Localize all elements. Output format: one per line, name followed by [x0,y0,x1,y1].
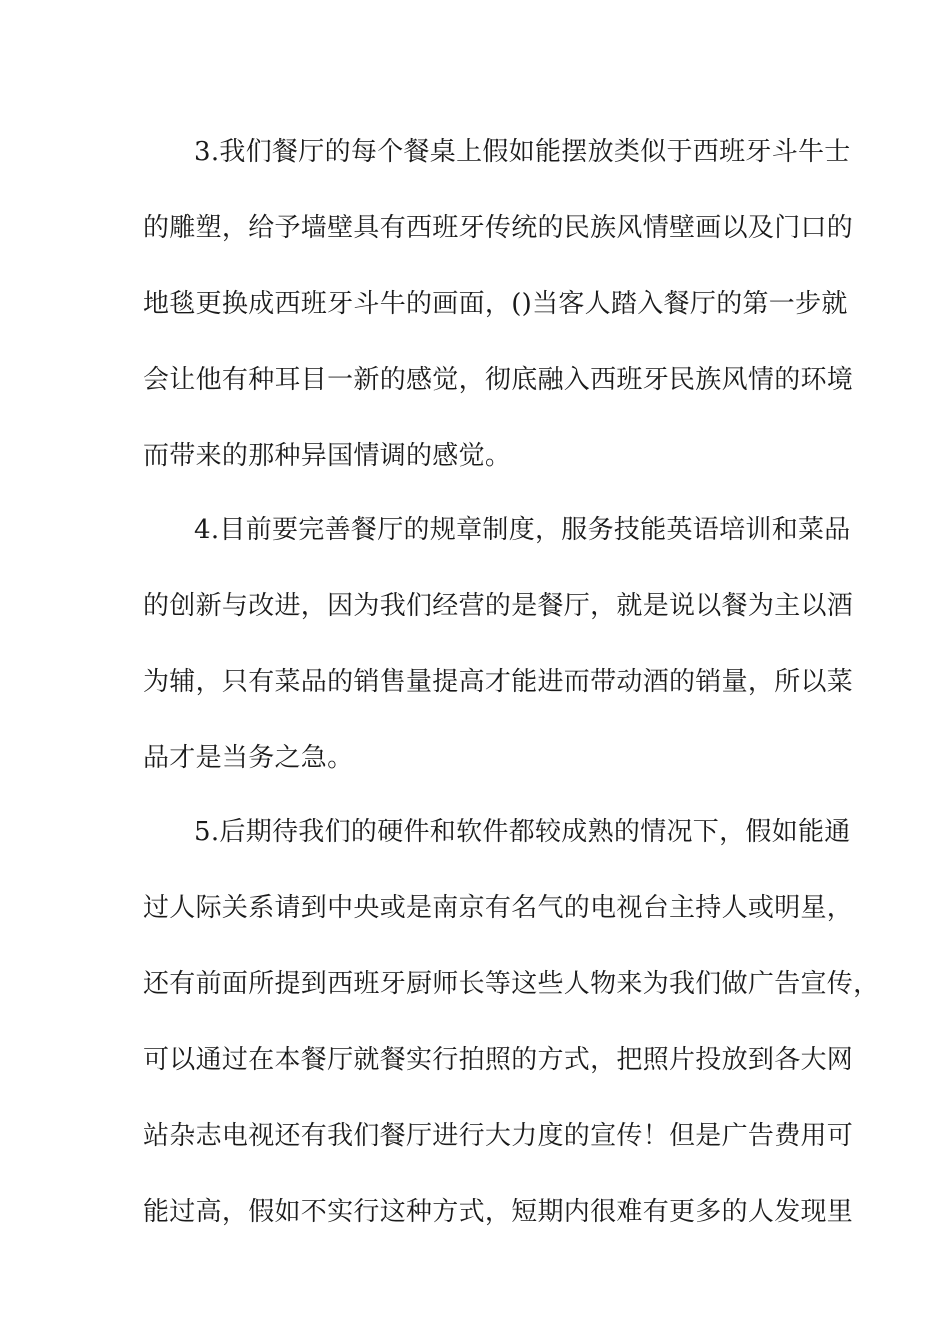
paragraph-3-line-4: 会让他有种耳目一新的感觉，彻底融入西班牙民族风情的环境 [143,365,854,395]
paragraph-5-line-5: 站杂志电视还有我们餐厅进行大力度的宣传！但是广告费用可 [143,1121,854,1151]
paragraph-3-line-1: 3.我们餐厅的每个餐桌上假如能摆放类似于西班牙斗牛士 [194,137,851,167]
paragraph-5-line-3: 还有前面所提到西班牙厨师长等这些人物来为我们做广告宣传， [143,969,880,999]
paragraph-5-line-6: 能过高，假如不实行这种方式，短期内很难有更多的人发现里 [143,1197,854,1227]
paragraph-4-line-2: 的创新与改进，因为我们经营的是餐厅，就是说以餐为主以酒 [143,591,854,621]
paragraph-3-line-2: 的雕塑，给予墙壁具有西班牙传统的民族风情壁画以及门口的 [143,213,854,243]
paragraph-4-line-1: 4.目前要完善餐厅的规章制度，服务技能英语培训和菜品 [194,515,851,545]
paragraph-4-line-4: 品才是当务之急。 [143,743,354,773]
paragraph-4-line-3: 为辅，只有菜品的销售量提高才能进而带动酒的销量，所以菜 [143,667,854,697]
paragraph-5-line-2: 过人际关系请到中央或是南京有名气的电视台主持人或明星， [143,893,854,923]
paragraph-3-line-3: 地毯更换成西班牙斗牛的画面，()当客人踏入餐厅的第一步就 [143,289,848,319]
paragraph-5-line-4: 可以通过在本餐厅就餐实行拍照的方式，把照片投放到各大网 [143,1045,854,1075]
paragraph-3-line-5: 而带来的那种异国情调的感觉。 [143,441,512,471]
paragraph-5-line-1: 5.后期待我们的硬件和软件都较成熟的情况下，假如能通 [194,817,851,847]
